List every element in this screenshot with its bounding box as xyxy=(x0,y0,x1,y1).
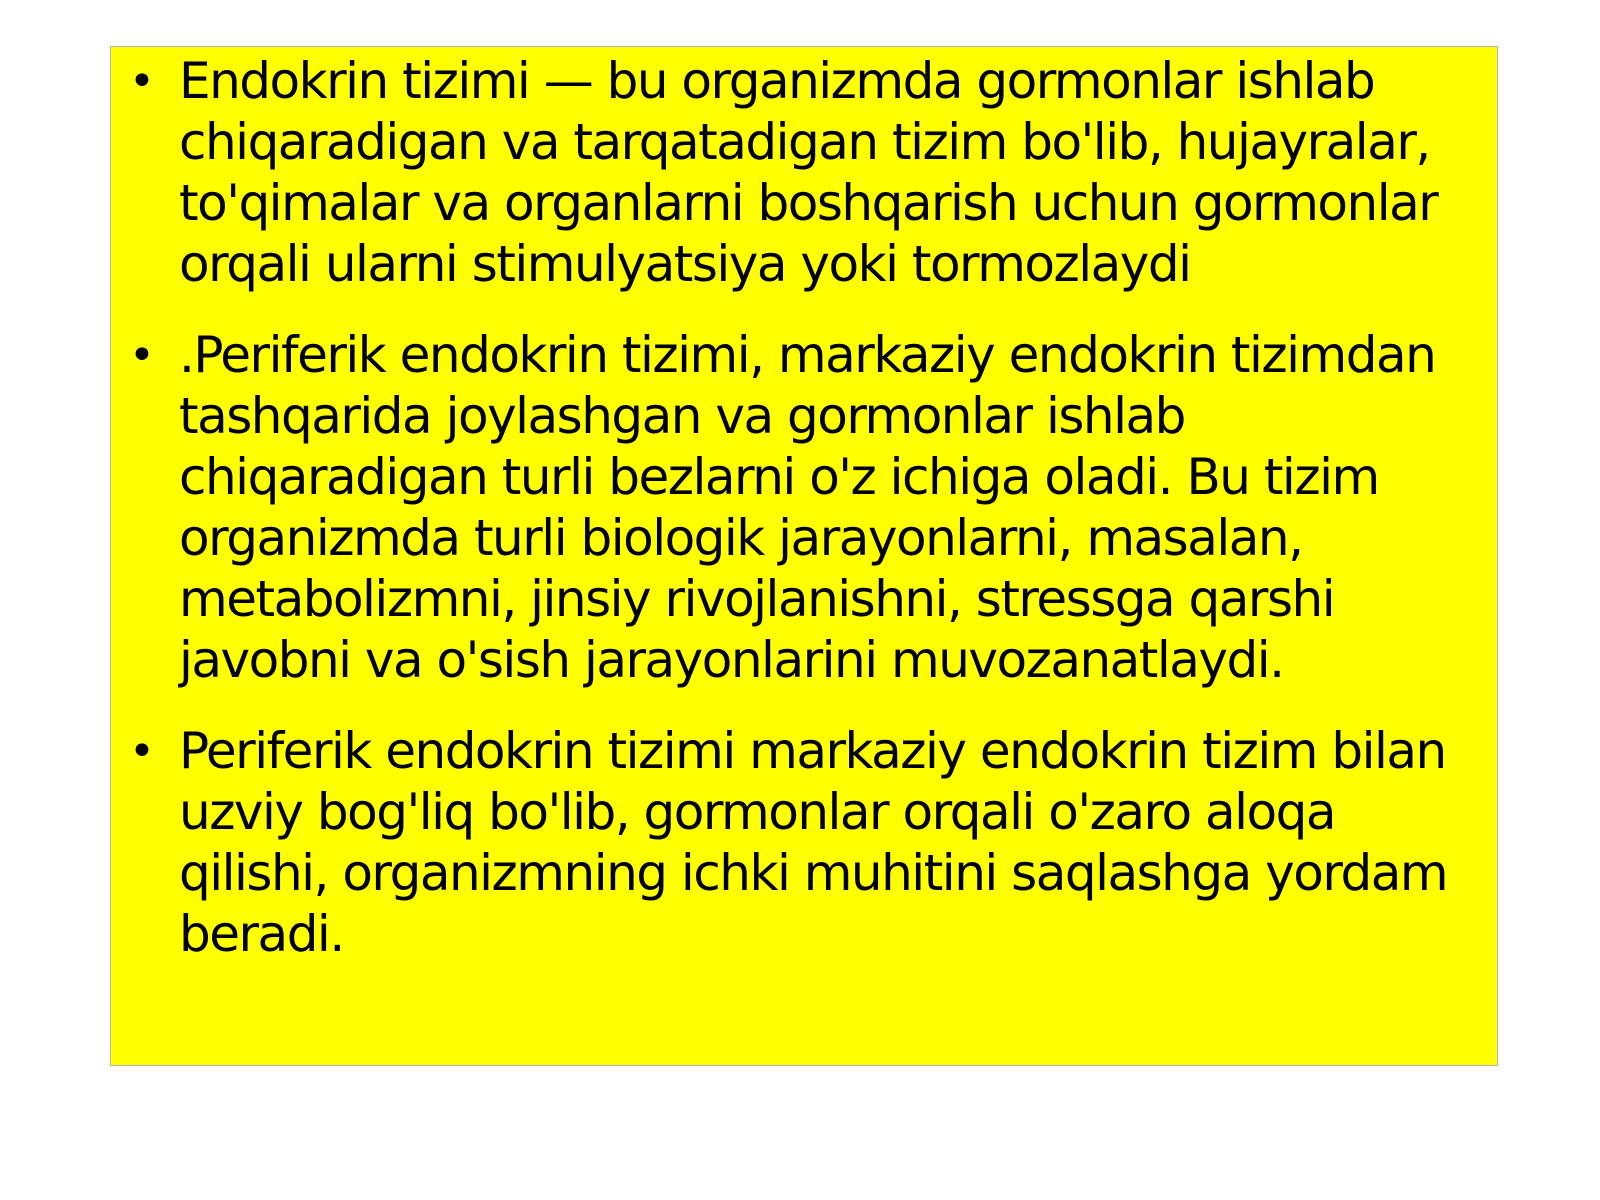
content-text-box xyxy=(110,46,1498,1066)
bullet-item-1 xyxy=(127,51,1475,295)
bullet-list xyxy=(111,47,1497,965)
bullet-marker: • xyxy=(129,56,154,107)
bullet-text: .Periferik endokrin tizimi, markaziy endokrin tizimdan tashqarida joylashgan va gormonlar ishlab chiqaradigan turli bezlarni o'z ichiga oladi. Bu tizim organizmda turli biologik jarayonlarni, masalan, metabolizmni, jinsiy rivojlanishni, stressga qarshi javobni va o'sish jarayonlarini muvozanatlaydi. xyxy=(179,326,1436,689)
bullet-item-2 xyxy=(127,325,1475,691)
bullet-marker: • xyxy=(129,330,154,381)
bullet-text: Endokrin tizimi — bu organizmda gormonlar ishlab chiqaradigan va tarqatadigan tizim bo'lib, hujayralar, to'qimalar va organlarni boshqarish uchun gormonlar orqali ularni stimulyatsiya yoki tormozlaydi xyxy=(179,52,1438,293)
bullet-text: Periferik endokrin tizimi markaziy endokrin tizim bilan uzviy bog'liq bo'lib, gormonlar orqali o'zaro aloqa qilishi, organizmning ichki muhitini saqlashga yordam beradi. xyxy=(179,722,1448,963)
bullet-marker: • xyxy=(129,726,154,777)
bullet-item-3 xyxy=(127,721,1475,965)
